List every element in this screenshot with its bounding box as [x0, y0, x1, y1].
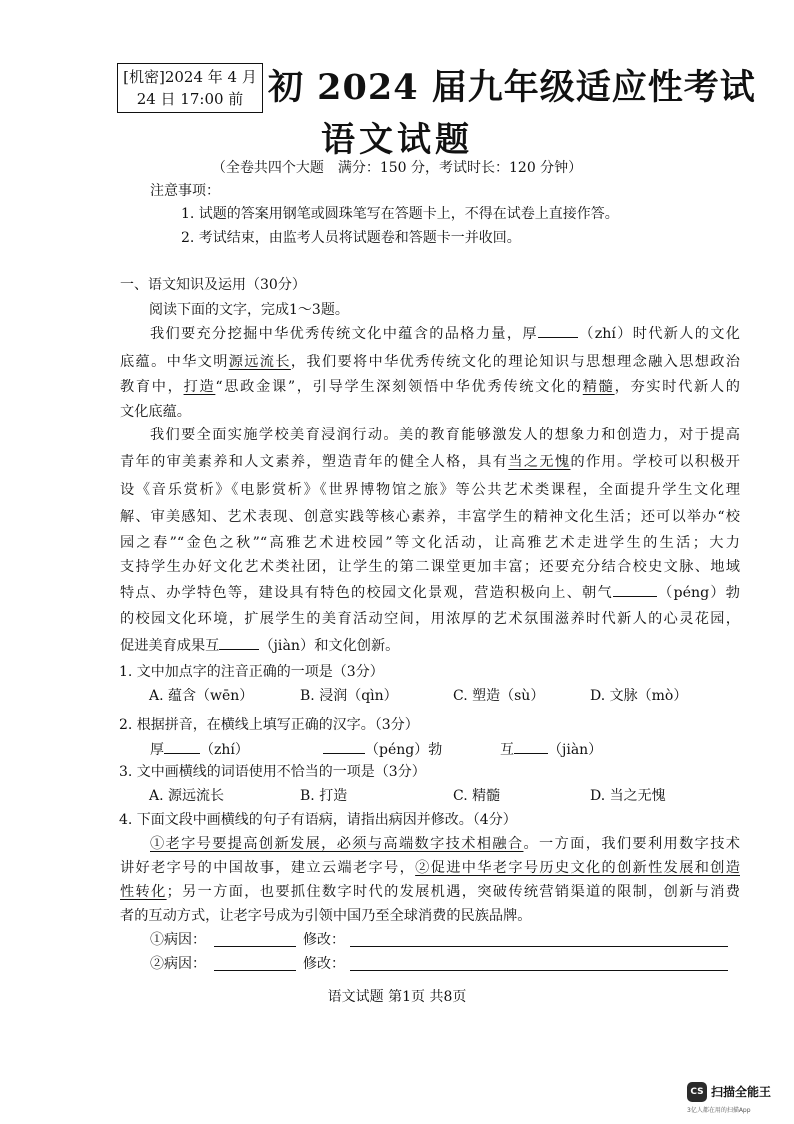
passage-line: 促进美育成果互 （jiàn）和文化创新。 — [120, 635, 399, 656]
confidential-stamp — [117, 63, 263, 113]
q2-item-3: 互 （jiàn） — [500, 739, 602, 760]
question-4-stem: 4. 下面文段中画横线的句子有语病，请指出病因并修改。（4分） — [119, 812, 517, 828]
passage-line: 园之春”“金色之秋”“高雅艺术进校园”等文化活动，让高雅艺术走进学生的生活；大力 — [120, 535, 740, 551]
q3-option-c: C. 精髓 — [453, 788, 501, 804]
question-1-stem: 1. 文中加点字的注音正确的一项是（3分） — [119, 664, 384, 680]
answer-blank[interactable] — [164, 739, 200, 754]
passage-line: 教育中，打造“思政金课”，引导学生深刻领悟中华优秀传统文化的精髓，夯实时代新人的 — [120, 379, 740, 395]
page-footer: 语文试题 第1页 共8页 — [327, 989, 467, 1005]
q1-option-c: C. 塑造（sù） — [453, 688, 545, 704]
section-intro: 阅读下面的文字，完成1～3题。 — [149, 302, 349, 318]
underlined-term: 当之无愧 — [508, 454, 571, 470]
q2-item-1: 厚 （zhí） — [150, 739, 249, 760]
q4-passage-line: ①老字号要提高创新发展，必须与高端数字技术相融合。一方面，我们要利用数字技术 — [150, 836, 740, 852]
camscanner-logo-icon: CS — [687, 1082, 707, 1102]
passage-line: 设《音乐赏析》《电影赏析》《世界博物馆之旅》等公共艺术类课程，全面提升学生文化理 — [120, 482, 740, 498]
exam-info: （全卷共四个大题 满分：150 分，考试时长：120 分钟） — [211, 160, 583, 176]
passage-line: 特点、办学特色等，建设具有特色的校园文化景观，营造积极向上、朝气 （péng）勃 — [120, 582, 740, 603]
question-2-stem: 2. 根据拼音，在横线上填写正确的汉字。（3分） — [119, 717, 419, 733]
watermark-tagline: 3亿人都在用的扫描App — [687, 1107, 751, 1114]
q1-option-b: B. 浸润（qìn） — [300, 688, 398, 704]
answer-2-fix-label: 修改： — [303, 956, 345, 972]
passage-line: 青年的审美素养和人文素养，塑造青年的健全人格，具有当之无愧的作用。学校可以积极开 — [120, 454, 740, 470]
answer-blank — [613, 582, 657, 597]
answer-blank — [219, 635, 259, 650]
passage-line: 我们要全面实施学校美育浸润行动。美的教育能够激发人的想象力和创造力，对于提高 — [150, 427, 740, 443]
q3-option-d: D. 当之无愧 — [590, 788, 666, 804]
stamp-line-1: [机密]2024 年 4 月 — [123, 68, 257, 86]
passage-line: 的校园文化环境，扩展学生的美育活动空间，用浓厚的艺术氛围滋养时代新人的心灵花园， — [120, 611, 740, 627]
passage-line: 解、审美感知、艺术表现、创意实践等核心素养，丰富学生的精神文化生活；还可以举办“校 — [120, 509, 740, 525]
watermark-name: 扫描全能王 — [711, 1085, 772, 1099]
passage-line: 文化底蕴。 — [120, 404, 191, 420]
section-heading: 一、语文知识及运用（30分） — [120, 277, 306, 293]
answer-2-cause-line[interactable] — [214, 970, 296, 971]
passage-line: 底蕴。中华文明源远流长，我们要将中华优秀传统文化的理论知识与思想理念融入思想政治 — [120, 354, 740, 370]
notice-item-1: 1. 试题的答案用钢笔或圆珠笔写在答题卡上，不得在试卷上直接作答。 — [181, 206, 619, 222]
q4-passage-line: 者的互动方式，让老字号成为引领中国乃至全球消费的民族品牌。 — [120, 908, 532, 924]
stamp-line-2: 24 日 17:00 前 — [136, 90, 244, 108]
answer-blank — [538, 323, 578, 338]
answer-1-fix-line[interactable] — [350, 946, 728, 947]
answer-1-cause-line[interactable] — [214, 946, 296, 947]
notice-heading: 注意事项： — [150, 183, 220, 199]
q4-passage-line: 性转化；另一方面，也要抓住数字时代的发展机遇，突破传统营销渠道的限制，创新与消费 — [120, 884, 740, 900]
answer-1-cause-label: ①病因： — [150, 932, 206, 948]
passage-line: 支持学生办好文化艺术类社团，让学生的第二课堂更加丰富；还要充分结合校史文脉、地域 — [120, 559, 740, 575]
answer-2-cause-label: ②病因： — [150, 956, 206, 972]
q1-option-d: D. 文脉（mò） — [590, 688, 688, 704]
subject-title: 语文试题 — [321, 120, 473, 160]
question-3-stem: 3. 文中画横线的词语使用不恰当的一项是（3分） — [119, 764, 426, 780]
answer-blank[interactable] — [323, 739, 365, 754]
answer-2-fix-line[interactable] — [350, 970, 728, 971]
underlined-term: 精髓 — [582, 379, 615, 395]
q3-option-b: B. 打造 — [300, 788, 348, 804]
q3-option-a: A. 源远流长 — [149, 788, 225, 804]
q4-passage-line: 讲好老字号的中国故事，建立云端老字号，②促进中华老字号历史文化的创新性发展和创造 — [120, 860, 740, 876]
underlined-term: 打造 — [183, 379, 216, 395]
underlined-sentence: 性转化 — [120, 884, 167, 900]
answer-1-fix-label: 修改： — [303, 932, 345, 948]
underlined-sentence: ②促进中华老字号历史文化的创新性发展和创造 — [415, 860, 740, 876]
q1-option-a: A. 蕴含（wēn） — [149, 688, 254, 704]
underlined-sentence: ①老字号要提高创新发展，必须与高端数字技术相融合 — [150, 836, 524, 852]
answer-blank[interactable] — [514, 739, 548, 754]
underlined-term: 源远流长 — [228, 354, 291, 370]
exam-title: 初 2024 届九年级适应性考试 — [268, 67, 756, 108]
notice-item-2: 2. 考试结束，由监考人员将试题卷和答题卡一并收回。 — [181, 230, 521, 246]
passage-line: 我们要充分挖掘中华优秀传统文化中蕴含的品格力量，厚 （zhí）时代新人的文化 — [150, 323, 740, 344]
q2-item-2: （péng）勃 — [323, 739, 442, 760]
